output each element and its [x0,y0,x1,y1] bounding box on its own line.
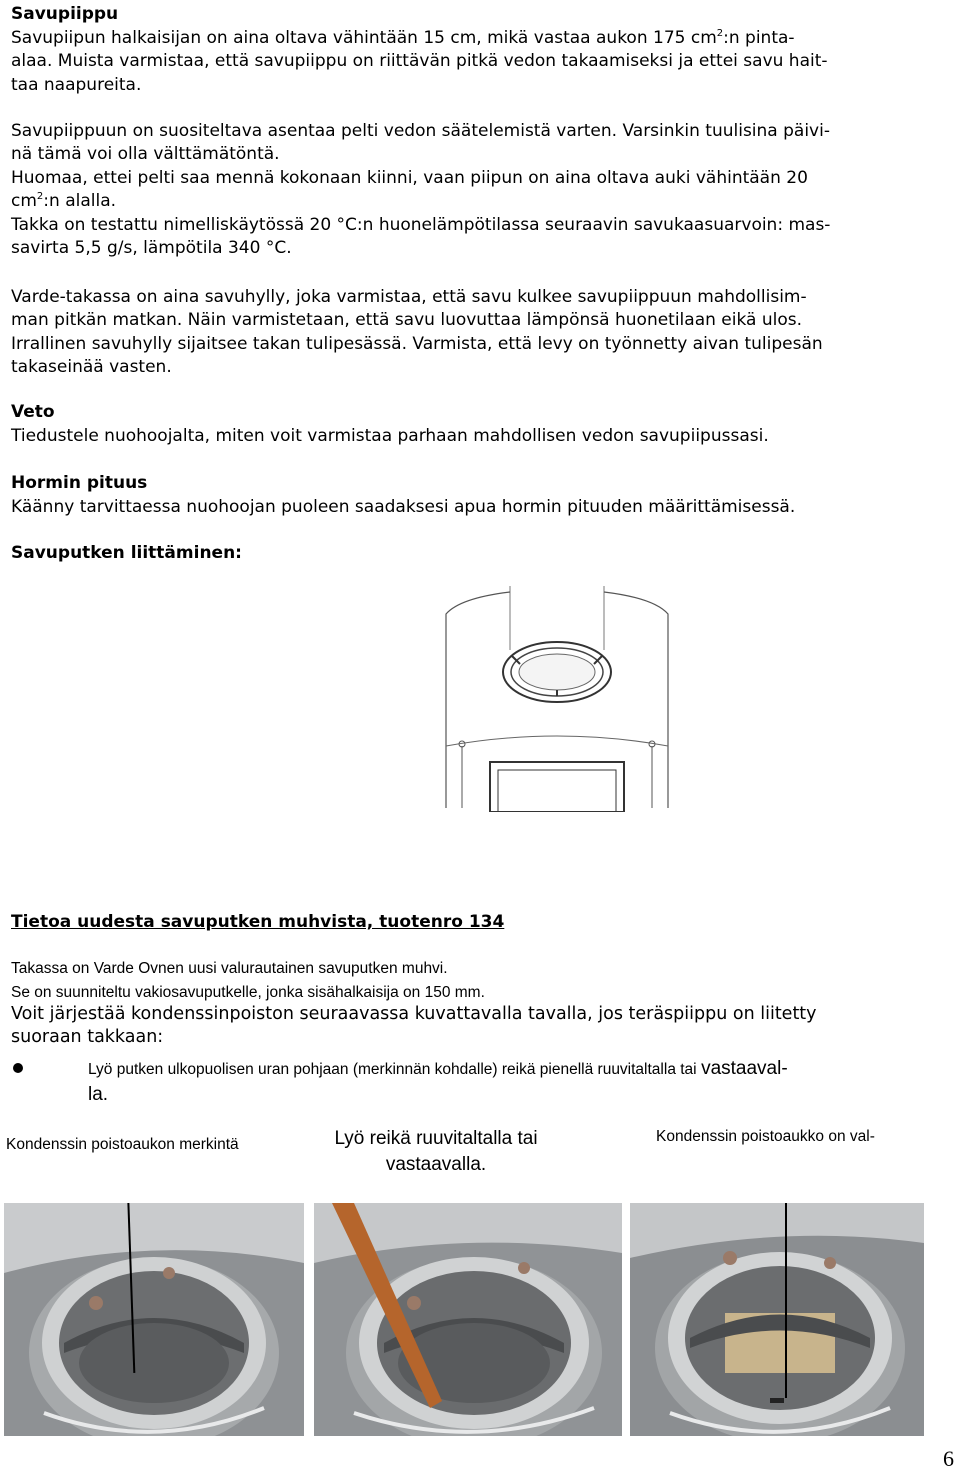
section-title-veto: Veto [11,402,55,422]
stove-top-drawing [440,586,674,812]
hormi-text: Käänny tarvittaessa nuohoojan puoleen saadaksesi apua hormin pituuden määrittämisessä. [11,497,796,517]
caption-line: vastaavalla. [385,1154,487,1175]
text-line: Irrallinen savuhylly sijaitsee takan tulipesässä. Varmista, että levy on työnnetty aivan tulipesän [11,333,823,354]
section-title-hormi: Hormin pituus [11,473,148,493]
superscript: 2 [716,28,724,39]
text-line: cm [11,191,37,212]
text-line: Savupiippuun on suositeltava asentaa pelti vedon säätelemistä varten. Varsinkin tuulisina päivi- [11,121,830,141]
veto-text: Tiedustele nuohoojalta, miten voit varmistaa parhaan mahdollisen vedon savupiipussasi. [11,426,769,446]
superscript: 2 [36,191,44,203]
text-line: takaseinää vasten. [11,357,172,378]
photo-condensate-hole [630,1203,924,1436]
bullet-text: vastaaval- [701,1058,788,1079]
caption-middle [306,1126,566,1178]
text-line: :n pinta- [723,28,795,48]
text-line: alaa. Muista varmistaa, että savupiippu on riittävän pitkä vedon takaamiseksi ja ettei savu hait- [11,51,828,72]
page-number: 6 [943,1446,954,1471]
text-line: nä tämä voi olla välttämätöntä. [11,144,280,165]
photo-condensate-mark [4,1203,304,1436]
muhvi-line-2: Se on suunniteltu vakiosavuputkelle, jonka sisähalkaisija on 150 mm. [11,984,485,1001]
text-line: man pitkän matkan. Näin varmistetaan, että savu luovuttaa lämpönsä huonetilaan eikä ulos. [11,310,803,331]
text-line: Savupiipun halkaisijan on aina oltava vähintään 15 cm, mikä vastaa aukon 175 cm [11,28,717,48]
muhvi-line-1: Takassa on Varde Ovnen uusi valurautainen savuputken muhvi. [11,960,448,977]
caption-left: Kondenssin poistoaukon merkintä [6,1136,239,1153]
text-line: Varde-takassa on aina savuhylly, joka varmistaa, että savu kulkee savupiippuun mahdollisim- [11,287,807,307]
text-line: suoraan takkaan: [11,1027,164,1047]
section-title-savupiippu: Savupiippu [11,4,119,24]
photo-drill-hole [314,1203,622,1436]
arrow-icon [785,1203,787,1398]
caption-right: Kondenssin poistoaukko on val- [656,1128,875,1145]
muhvi-title: Tietoa uudesta savuputken muhvista, tuotenro 134 [11,912,505,932]
bullet-line-2: la. [88,1084,109,1105]
text-line: Takka on testattu nimelliskäytössä 20 °C:n huonelämpötilassa seuraavin savukaasuarvoin: mas- [11,214,831,235]
text-line: savirta 5,5 g/s, lämpötila 340 °C. [11,238,292,259]
text-line: Huomaa, ettei pelti saa mennä kokonaan kiinni, vaan piipun on aina oltava auki vähintään 20 [11,167,808,188]
caption-line: Lyö reikä ruuvitaltalla tai [334,1128,538,1149]
muhvi-paragraph [11,1003,951,1049]
savupiippu-paragraph-2 [11,120,951,260]
bullet-line-1 [88,1058,788,1080]
savupiippu-paragraph-3 [11,286,951,380]
text-line: :n alalla. [43,191,117,212]
savupiippu-paragraph-1 [11,27,951,97]
section-title-savuputki: Savuputken liittäminen: [11,543,242,563]
text-line: taa naapureita. [11,74,142,95]
text-line: Voit järjestää kondenssinpoiston seuraavassa kuvattavalla tavalla, jos teräspiippu on liitetty [11,1004,817,1024]
bullet-text: Lyö putken ulkopuolisen uran pohjaan (merkinnän kohdalle) reikä pienellä ruuvitaltalla tai [88,1061,697,1078]
bullet-icon [13,1063,23,1073]
